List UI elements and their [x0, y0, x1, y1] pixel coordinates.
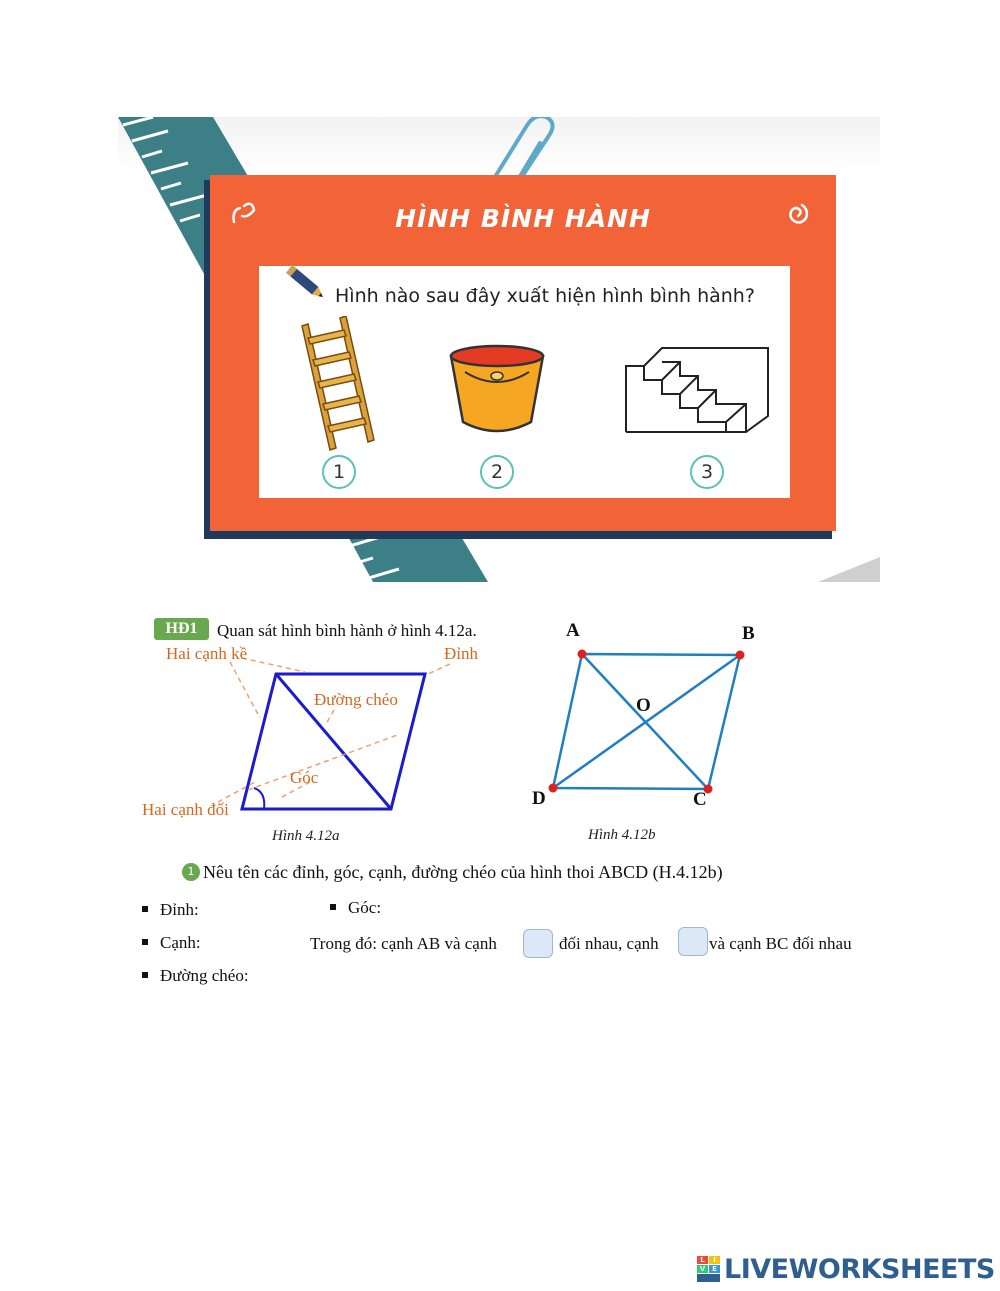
logo-tile: I: [709, 1256, 720, 1264]
task-number-badge: 1: [182, 863, 200, 881]
answer-box-1[interactable]: [523, 929, 553, 958]
label-arrows: [218, 658, 450, 802]
vertex-d-label: D: [532, 788, 546, 809]
label-diagonal: Đường chéo: [314, 690, 398, 709]
label-angle: Góc: [290, 768, 319, 787]
side-label: Cạnh:: [160, 933, 201, 952]
logo-tile: L: [697, 1256, 708, 1264]
option-2[interactable]: 2: [480, 455, 514, 489]
angle-arc: [254, 788, 264, 809]
label-vertex: Đỉnh: [444, 644, 478, 663]
hd1-badge: HĐ1: [154, 618, 209, 640]
label-opposite-sides: Hai cạnh đối: [142, 800, 229, 819]
option-3[interactable]: 3: [690, 455, 724, 489]
sentence-part-1: Trong đó: cạnh AB và cạnh: [310, 934, 497, 953]
point-b: [736, 651, 745, 660]
bucket-icon: [445, 342, 549, 438]
answer-box-2[interactable]: [678, 927, 708, 956]
figure-b-caption: Hình 4.12b: [588, 827, 656, 843]
logo-tile: V: [697, 1265, 708, 1273]
bullet-icon: [142, 972, 148, 978]
figure-b-diagram: [540, 640, 760, 800]
logo-tile: E: [709, 1265, 720, 1273]
sentence-part-2: đối nhau, cạnh: [559, 934, 659, 953]
bullet-icon: [142, 939, 148, 945]
hd1-instruction: Quan sát hình bình hành ở hình 4.12a.: [217, 621, 477, 640]
point-d: [549, 784, 558, 793]
diagonal-label: Đường chéo:: [160, 966, 249, 985]
option-1[interactable]: 1: [322, 455, 356, 489]
vertex-b-label: B: [742, 623, 755, 644]
pen-icon: [282, 260, 330, 306]
stairs-icon: [622, 344, 772, 438]
figure-a-caption: Hình 4.12a: [272, 828, 340, 844]
label-adjacent-sides: Hai cạnh kề: [166, 644, 248, 663]
logo-tiles-icon: [697, 1256, 721, 1282]
ladder-icon: [300, 316, 380, 456]
question-text: Hình nào sau đây xuất hiện hình bình hành?: [335, 285, 755, 307]
vertex-o-label: O: [636, 695, 651, 716]
banner-title: HÌNH BÌNH HÀNH: [395, 204, 651, 233]
sentence-part-3: và cạnh BC đối nhau: [709, 934, 852, 953]
vertex-c-label: C: [693, 789, 707, 810]
liveworksheets-logo: [697, 1253, 995, 1285]
point-a: [578, 650, 587, 659]
brand-name: LIVEWORKSHEETS: [724, 1253, 995, 1285]
vertex-a-label: A: [566, 620, 580, 641]
bullet-icon: [330, 904, 336, 910]
vertex-label: Đỉnh:: [160, 900, 199, 919]
angle-label: Góc:: [348, 898, 382, 917]
bullet-icon: [142, 906, 148, 912]
task-prompt: Nêu tên các đỉnh, góc, cạnh, đường chéo của hình thoi ABCD (H.4.12b): [203, 862, 723, 882]
